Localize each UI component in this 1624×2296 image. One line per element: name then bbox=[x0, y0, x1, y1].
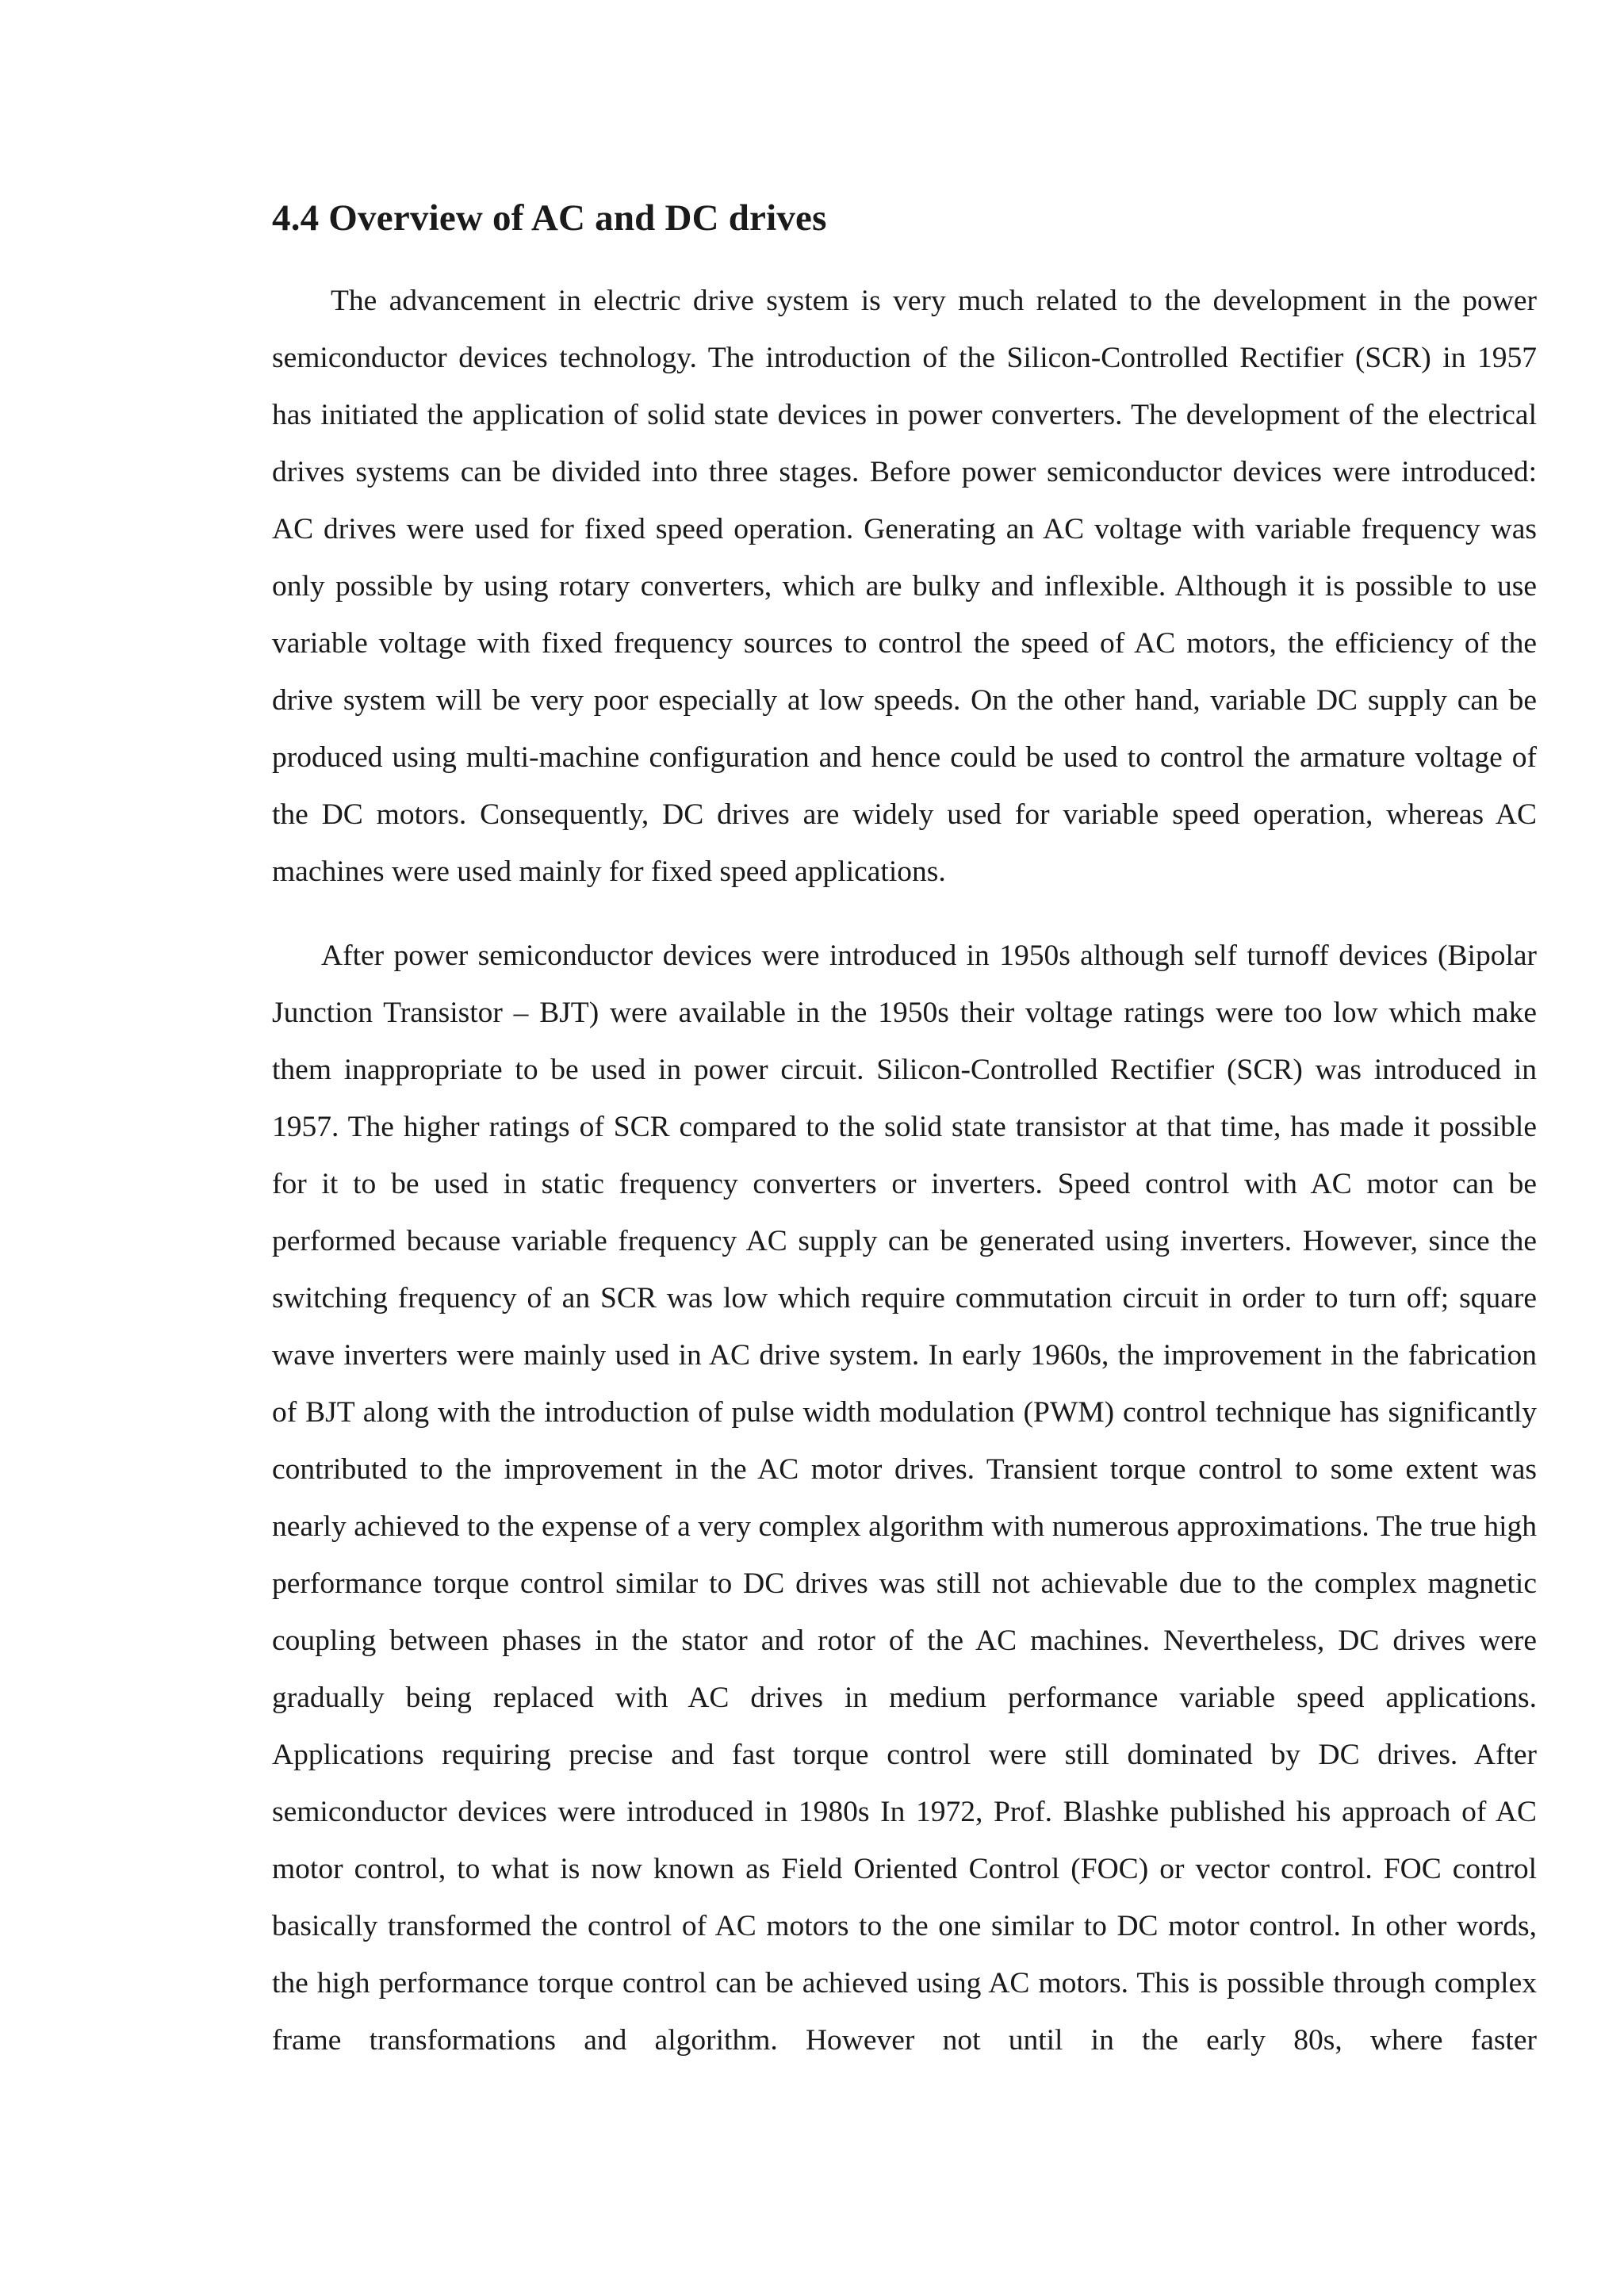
document-page bbox=[272, 190, 1537, 2069]
paragraph-2: After power semiconductor devices were introduced in 1950s although self turnoff devices (Bipolar Junction Transistor – BJT) were available in the 1950s their voltage ratings were too low which make them inappropriate to be used in power circuit. Silicon-Controlled Rectifier (SCR) was introduced in 1957. The higher ratings of SCR compared to the solid state transistor at that time, has made it possible for it to be used in static frequency converters or inverters. Speed control with AC motor can be performed because variable frequency AC supply can be generated using inverters. However, since the switching frequency of an SCR was low which require commutation circuit in order to turn off; square wave inverters were mainly used in AC drive system. In early 1960s, the improvement in the fabrication of BJT along with the introduction of pulse width modulation (PWM) control technique has significantly contributed to the improvement in the AC motor drives. Transient torque control to some extent was nearly achieved to the expense of a very complex algorithm with numerous approximations. The true high performance torque control similar to DC drives was still not achievable due to the complex magnetic coupling between phases in the stator and rotor of the AC machines. Nevertheless, DC drives were gradually being replaced with AC drives in medium performance variable speed applications. Applications requiring precise and fast torque control were still dominated by DC drives. After semiconductor devices were introduced in 1980s In 1972, Prof. Blashke published his approach of AC motor control, to what is now known as Field Oriented Control (FOC) or vector control. FOC control basically transformed the control of AC motors to the one similar to DC motor control. In other words, the high performance torque control can be achieved using AC motors. This is possible through complex frame transformations and algorithm. However not until in the early 80s, where faster bbox=[272, 939, 1537, 2057]
paragraph-1: The advancement in electric drive system is very much related to the development in the power semiconductor devices technology. The introduction of the Silicon-Controlled Rectifier (SCR) in 1957 has initiated the application of solid state devices in power converters. The development of the electrical drives systems can be divided into three stages. Before power semiconductor devices were introduced: AC drives were used for fixed speed operation. Generating an AC voltage with variable frequency was only possible by using rotary converters, which are bulky and inflexible. Although it is possible to use variable voltage with fixed frequency sources to control the speed of AC motors, the efficiency of the drive system will be very poor especially at low speeds. On the other hand, variable DC supply can be produced using multi-machine configuration and hence could be used to control the armature voltage of the DC motors. Consequently, DC drives are widely used for variable speed operation, whereas AC machines were used mainly for fixed speed applications. bbox=[272, 285, 1537, 888]
section-heading: 4.4 Overview of AC and DC drives bbox=[272, 197, 827, 239]
